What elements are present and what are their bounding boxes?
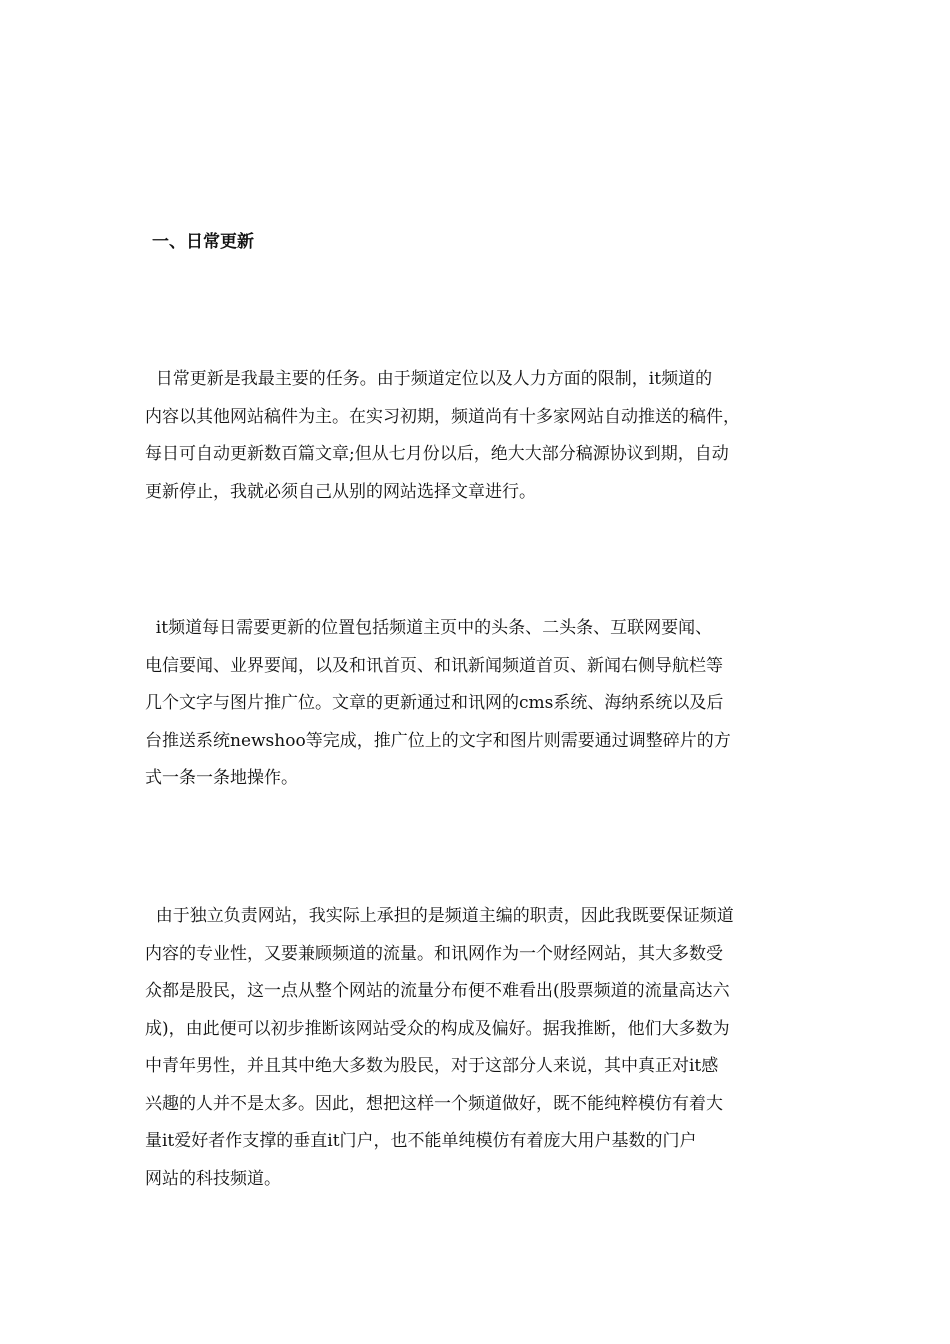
paragraph-line: 电信要闻、业界要闻，以及和讯首页、和讯新闻频道首页、新闻右侧导航栏等 (145, 655, 723, 676)
paragraph-line: 台推送系统newshoo等完成，推广位上的文字和图片则需要通过调整碎片的方 (145, 730, 731, 751)
paragraph-line: 更新停止，我就必须自己从别的网站选择文章进行。 (145, 481, 536, 502)
paragraph-line: 量it爱好者作支撑的垂直it门户，也不能单纯模仿有着庞大用户基数的门户 (145, 1131, 697, 1151)
paragraph-line: it频道每日需要更新的位置包括频道主页中的头条、二头条、互联网要闻、 (145, 618, 713, 638)
paragraph-line: 成)，由此便可以初步推断该网站受众的构成及偏好。据我推断，他们大多数为 (145, 1018, 730, 1039)
paragraph-line: 几个文字与图片推广位。文章的更新通过和讯网的cms系统、海纳系统以及后 (145, 693, 724, 713)
paragraph-line: 日常更新是我最主要的任务。由于频道定位以及人力方面的限制，it频道的 (145, 369, 713, 389)
section-heading: 一、日常更新 (152, 232, 254, 252)
paragraph-daily-update (145, 361, 810, 511)
paragraph-line: 内容以其他网站稿件为主。在实习初期，频道尚有十多家网站自动推送的稿件， (145, 406, 740, 427)
paragraph-line: 众都是股民，这一点从整个网站的流量分布便不难看出(股票频道的流量高达六 (145, 981, 730, 1001)
paragraph-editor-role (145, 898, 810, 1198)
paragraph-line: 式一条一条地操作。 (145, 768, 298, 788)
paragraph-line: 由于独立负责网站，我实际上承担的是频道主编的职责，因此我既要保证频道 (145, 906, 734, 926)
paragraph-line: 内容的专业性，又要兼顾频道的流量。和讯网作为一个财经网站，其大多数受 (145, 943, 723, 964)
paragraph-line: 中青年男性，并且其中绝大多数为股民，对于这部分人来说，其中真正对it感 (145, 1056, 719, 1076)
paragraph-line: 兴趣的人并不是太多。因此，想把这样一个频道做好，既不能纯粹模仿有着大 (145, 1093, 723, 1114)
paragraph-update-positions (145, 610, 810, 798)
paragraph-line: 网站的科技频道。 (145, 1168, 281, 1189)
paragraph-line: 每日可自动更新数百篇文章;但从七月份以后，绝大大部分稿源协议到期，自动 (145, 444, 729, 464)
